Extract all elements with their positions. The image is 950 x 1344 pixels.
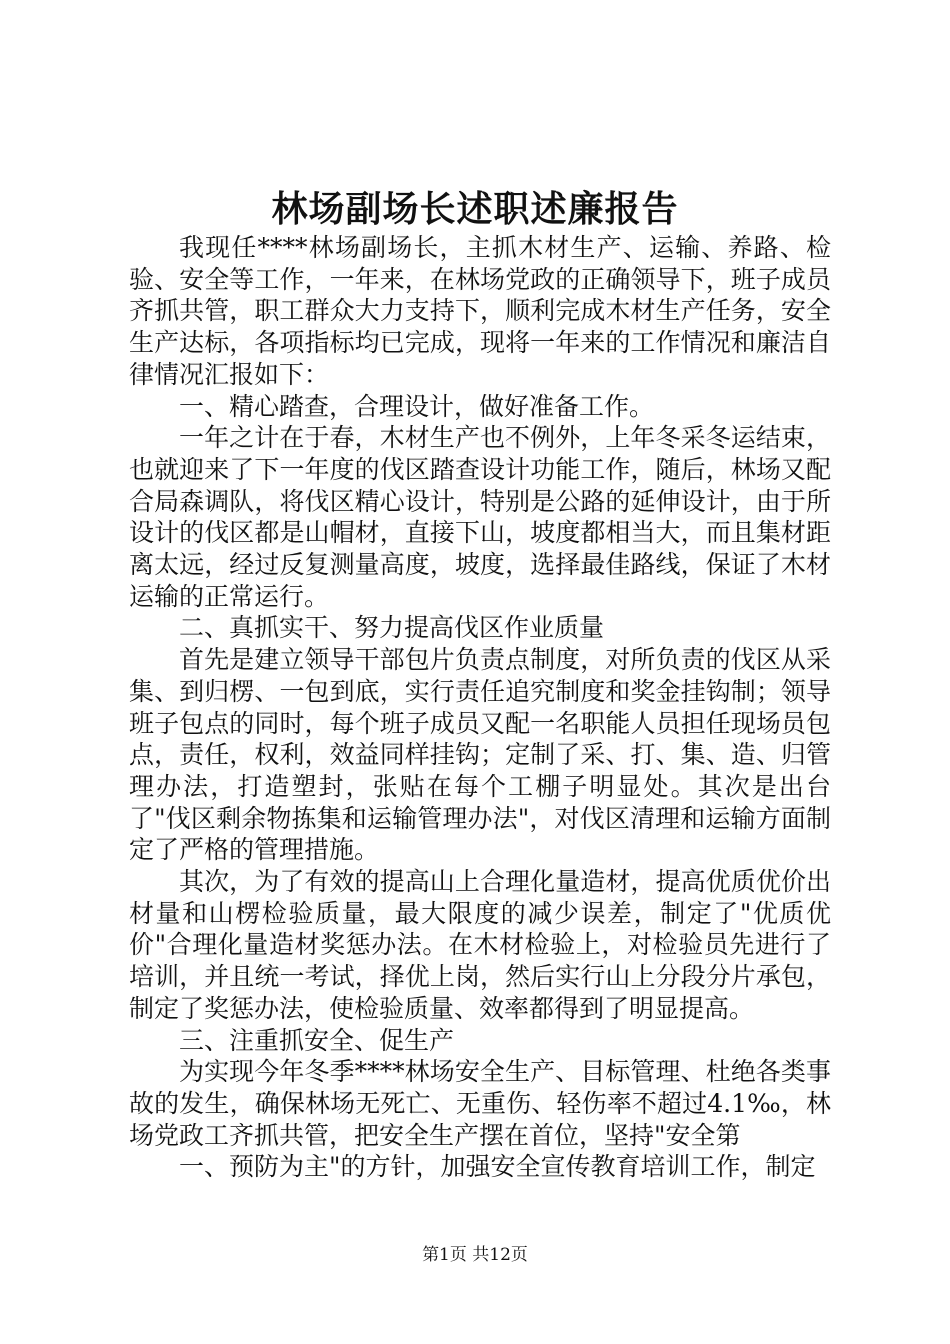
paragraph-section-3a: 为实现今年冬季****林场安全生产、目标管理、杜绝各类事故的发生，确保林场无死亡、无重伤、轻伤率不超过4.1‰，林场党政工齐抓共管，把安全生产摆在首位，坚持"安全第 bbox=[129, 1057, 831, 1150]
paragraph-section-2a: 首先是建立领导干部包片负责点制度，对所负责的伐区从采集、到归楞、一包到底，实行责任追究制度和奖金挂钩制；领导班子包点的同时，每个班子成员又配一名职能人员担任现场员包点，责任，权利，效益同样挂钩；定制了采、打、集、造、归管理办法，打造塑封，张贴在每个工棚子明显处。其次是出台了"伐区剩余物拣集和运输管理办法"，对伐区清理和运输方面制定了严格的管理措施。 bbox=[129, 645, 831, 865]
page-footer bbox=[0, 1244, 950, 1266]
paragraph-section-3b: 一、预防为主"的方针，加强安全宣传教育培训工作，制定 bbox=[179, 1152, 816, 1182]
paragraph-section-1: 一年之计在于春，木材生产也不例外，上年冬采冬运结束，也就迎来了下一年度的伐区踏查设计功能工作，随后，林场又配合局森调队，将伐区精心设计，特别是公路的延伸设计，由于所设计的伐区都是山帽材，直接下山，坡度都相当大，而且集材距离太远，经过反复测量高度，坡度，选择最佳路线，保证了木材运输的正常运行。 bbox=[129, 423, 831, 611]
section-heading-1: 一、精心踏查，合理设计，做好准备工作。 bbox=[179, 391, 655, 421]
document-body bbox=[129, 232, 831, 1183]
page-indicator: 第1页 共12页 bbox=[422, 1245, 528, 1265]
paragraph-section-2b: 其次，为了有效的提高山上合理化量造材，提高优质优价出材量和山楞检验质量，最大限度的减少误差，制定了"优质优价"合理化量造材奖惩办法。在木材检验上，对检验员先进行了培训，并且统一考试，择优上岗，然后实行山上分段分片承包，制定了奖惩办法，使检验质量、效率都得到了明显提高。 bbox=[129, 867, 831, 1023]
section-heading-2: 二、真抓实干、努力提高伐区作业质量 bbox=[179, 613, 605, 643]
paragraph-intro: 我现任****林场副场长，主抓木材生产、运输、养路、检验、安全等工作，一年来，在林场党政的正确领导下，班子成员齐抓共管，职工群众大力支持下，顺利完成木材生产任务，安全生产达标，各项指标均已完成，现将一年来的工作情况和廉洁自律情况汇报如下： bbox=[129, 233, 831, 389]
section-heading-3: 三、注重抓安全、促生产 bbox=[179, 1025, 455, 1055]
document-title: 林场副场长述职述廉报告 bbox=[271, 188, 679, 230]
